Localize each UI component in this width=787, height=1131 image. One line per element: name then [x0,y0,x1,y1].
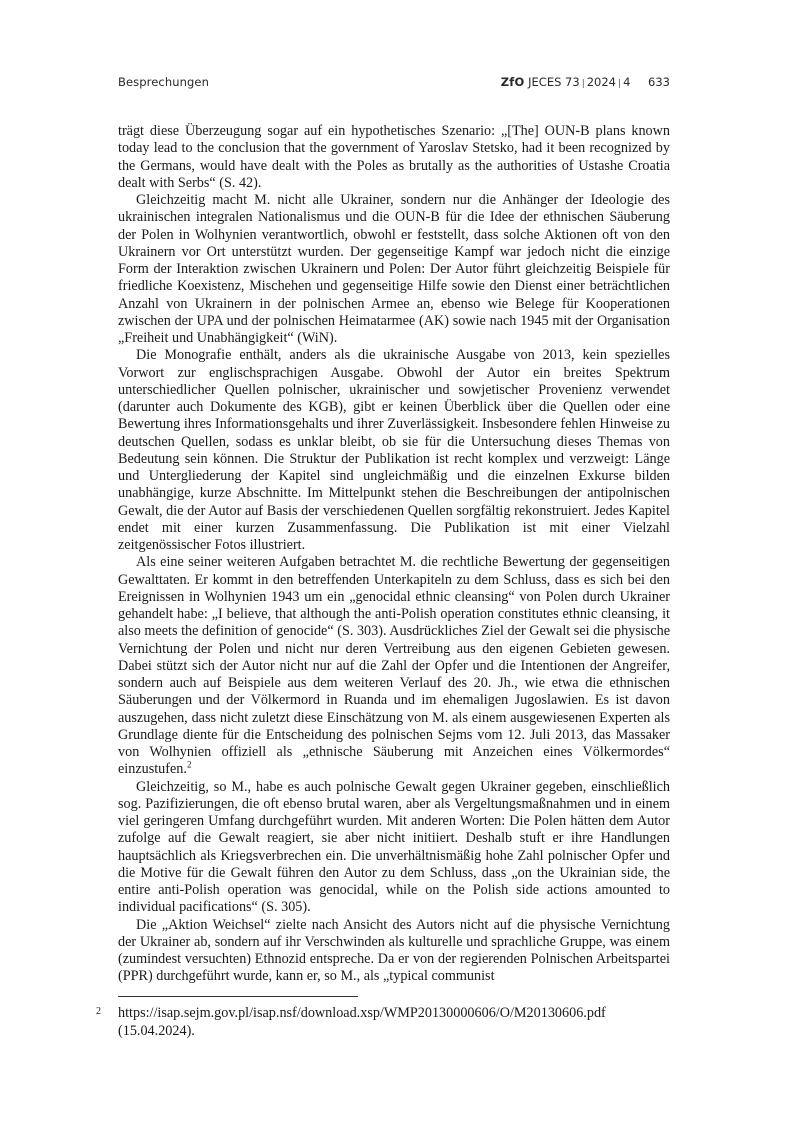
paragraph-with-footnote [118,554,670,778]
footnote-number: 2 [96,1006,101,1017]
journal-volume: 73 [565,75,580,89]
footnote-text[interactable]: https://isap.sejm.gov.pl/isap.nsf/download.xsp/WMP20130000606/O/M20130606.pdf (15.04.2024). [118,1005,606,1039]
footnote-reference[interactable]: 2 [186,759,192,770]
paragraph: Die Monografie enthält, anders als die ukrainische Ausgabe von 2013, kein spezielles Vorwort zur englischsprachigen Ausgabe. Obwohl der Autor ein breites Spektrum unterschiedlicher Quellen polnischer, ukrainischer und sowjetischer Provenienz verwendet (darunter auch Dokumente des KGB), gibt er keinen Überblick über die Quellen oder eine Bewertung ihres Informationsgehalts und ihrer Zuverlässigkeit. Insbesondere fehlen Hinweise zu deutschen Quellen, sodass es unklar bleibt, ob sie für die Untersuchung dieses Themas von Bedeutung sein können. Die Struktur der Publikation ist recht komplex und verzweigt: Länge und Untergliederung der Kapitel sind ungleichmäßig und die einzelnen Exkurse bilden unabhängige, kurze Abschnitte. Im Mittelpunkt stehen die Beschreibungen der antipolnischen Gewalt, die der Autor auf Basis der verschiedenen Quellen sorgfältig rekonstruiert. Jedes Kapitel endet mit einer kurzen Zusammenfassung. Die Publikation ist mit einer Vielzahl zeitgenössischer Fotos illustriert. [118,347,670,553]
page-number: 633 [648,75,670,89]
separator: | [581,79,585,89]
paragraph: Die „Aktion Weichsel“ zielte nach Ansicht des Autors nicht auf die physische Vernichtung der Ukrainer ab, sondern auf ihr Verschwinden als kulturelle und sprachliche Gruppe, was einem (zumindest versuchten) Ethnozid entspreche. Da er von der regierenden Polnischen Arbeitspartei (PPR) durchgeführt wurde, kann er, so M., als „typical communist [118,916,670,985]
footnote [96,1005,670,1040]
paragraph: Gleichzeitig macht M. nicht alle Ukrainer, sondern nur die Anhänger der Ideologie des ukrainischen integralen Nationalismus und die OUN-B für die Idee der ethnischen Säuberung der Polen in Wolhynien verantwortlich, obwohl er feststellt, dass solche Aktionen oft von den Ukrainern vor Ort unterstützt wurden. Der gegenseitige Kampf war jedoch nicht die einzige Form der Interaktion zwischen Ukrainern und Polen: Der Autor führt gleichzeitig Beispiele für friedliche Koexistenz, Mischehen und gegenseitige Hilfe sowie den Dienst einer beträchtlichen Anzahl von Ukrainern in der polnischen Armee an, ebenso wie Belege für Kooperationen zwischen der UPA und der polnischen Heimatarmee (AK) sowie nach 1945 mit der Organisation „Freiheit und Unabhängigkeit“ (WiN). [118,192,670,346]
journal-issue: 4 [623,75,631,89]
paragraph-text: Als eine seiner weiteren Aufgaben betrachtet M. die rechtliche Bewertung der gegenseitigen Gewalttaten. Er kommt in den betreffenden Unterkapiteln zu dem Schluss, dass es sich bei den Ereignissen in Wolhynien 1943 um ein „genocidal ethnic cleansing“ von Polen durch Ukrainer gehandelt habe: „I believe, that although the anti-Polish operation constitutes ethnic cleansing, it also meets the definition of genocide“ (S. 303). Ausdrückliches Ziel der Gewalt sei die physische Vernichtung der Polen und nicht nur deren Vertreibung aus den eigenen Gebieten gewesen. Dabei stützt sich der Autor nicht nur auf die Zahl der Opfer und die Intentionen der Angreifer, sondern auch auf Beispiele aus dem weiteren Verlauf des 20. Jh., wie etwa die ethnischen Säuberungen und der Völkermord in Ruanda und im ehemaligen Jugoslawien. Es ist davon auszugehen, dass nicht zuletzt diese Einschätzung von M. als einem ausgewiesenen Experten als Grundlage diente für die Entscheidung des polnischen Sejms vom 12. Juli 2013, das Massaker von Wolhynien offiziell als „ethnische Säuberung mit Anzeichen eines Völkermordes“ einzustufen. [118,554,670,778]
paragraph: Gleichzeitig, so M., habe es auch polnische Gewalt gegen Ukrainer gegeben, einschließlich sog. Pazifizierungen, die oft ebenso brutal waren, aber als Vergeltungsmaßnahmen und in einem viel geringeren Umfang durchgeführt wurden. Mit anderen Worten: Die Polen hätten dem Autor zufolge auf die Gewalt reagiert, sie aber nicht initiiert. Deshalb stuft er ihre Handlungen hauptsächlich als Kriegsverbrechen ein. Die unverhältnismäßig hohe Zahl polnischer Opfer und die Motive für die Gewalt führen den Autor zu dem Schluss, dass „on the Ukrainian side, the entire anti-Polish operation was genocidal, while on the Polish side actions amounted to individual pacifications“ (S. 305). [118,778,670,916]
section-title: Besprechungen [118,75,209,89]
journal-year: 2024 [586,75,617,89]
journal-series: JECES [528,75,562,89]
separator: | [618,79,622,89]
footnote-divider [118,996,358,997]
running-head [118,75,670,95]
paragraph: trägt diese Überzeugung sogar auf ein hypothetisches Szenario: „[The] OUN-B plans known today lead to the conclusion that the government of Yaroslav Stetsko, had it been recognized by the Germans, would have dealt with the Poles as brutally as the authorities of Ustashe Croatia dealt with Serbs“ (S. 42). [118,123,670,191]
body-text [118,123,670,986]
journal-abbrev: ZfO [500,75,525,89]
journal-info [501,75,670,89]
